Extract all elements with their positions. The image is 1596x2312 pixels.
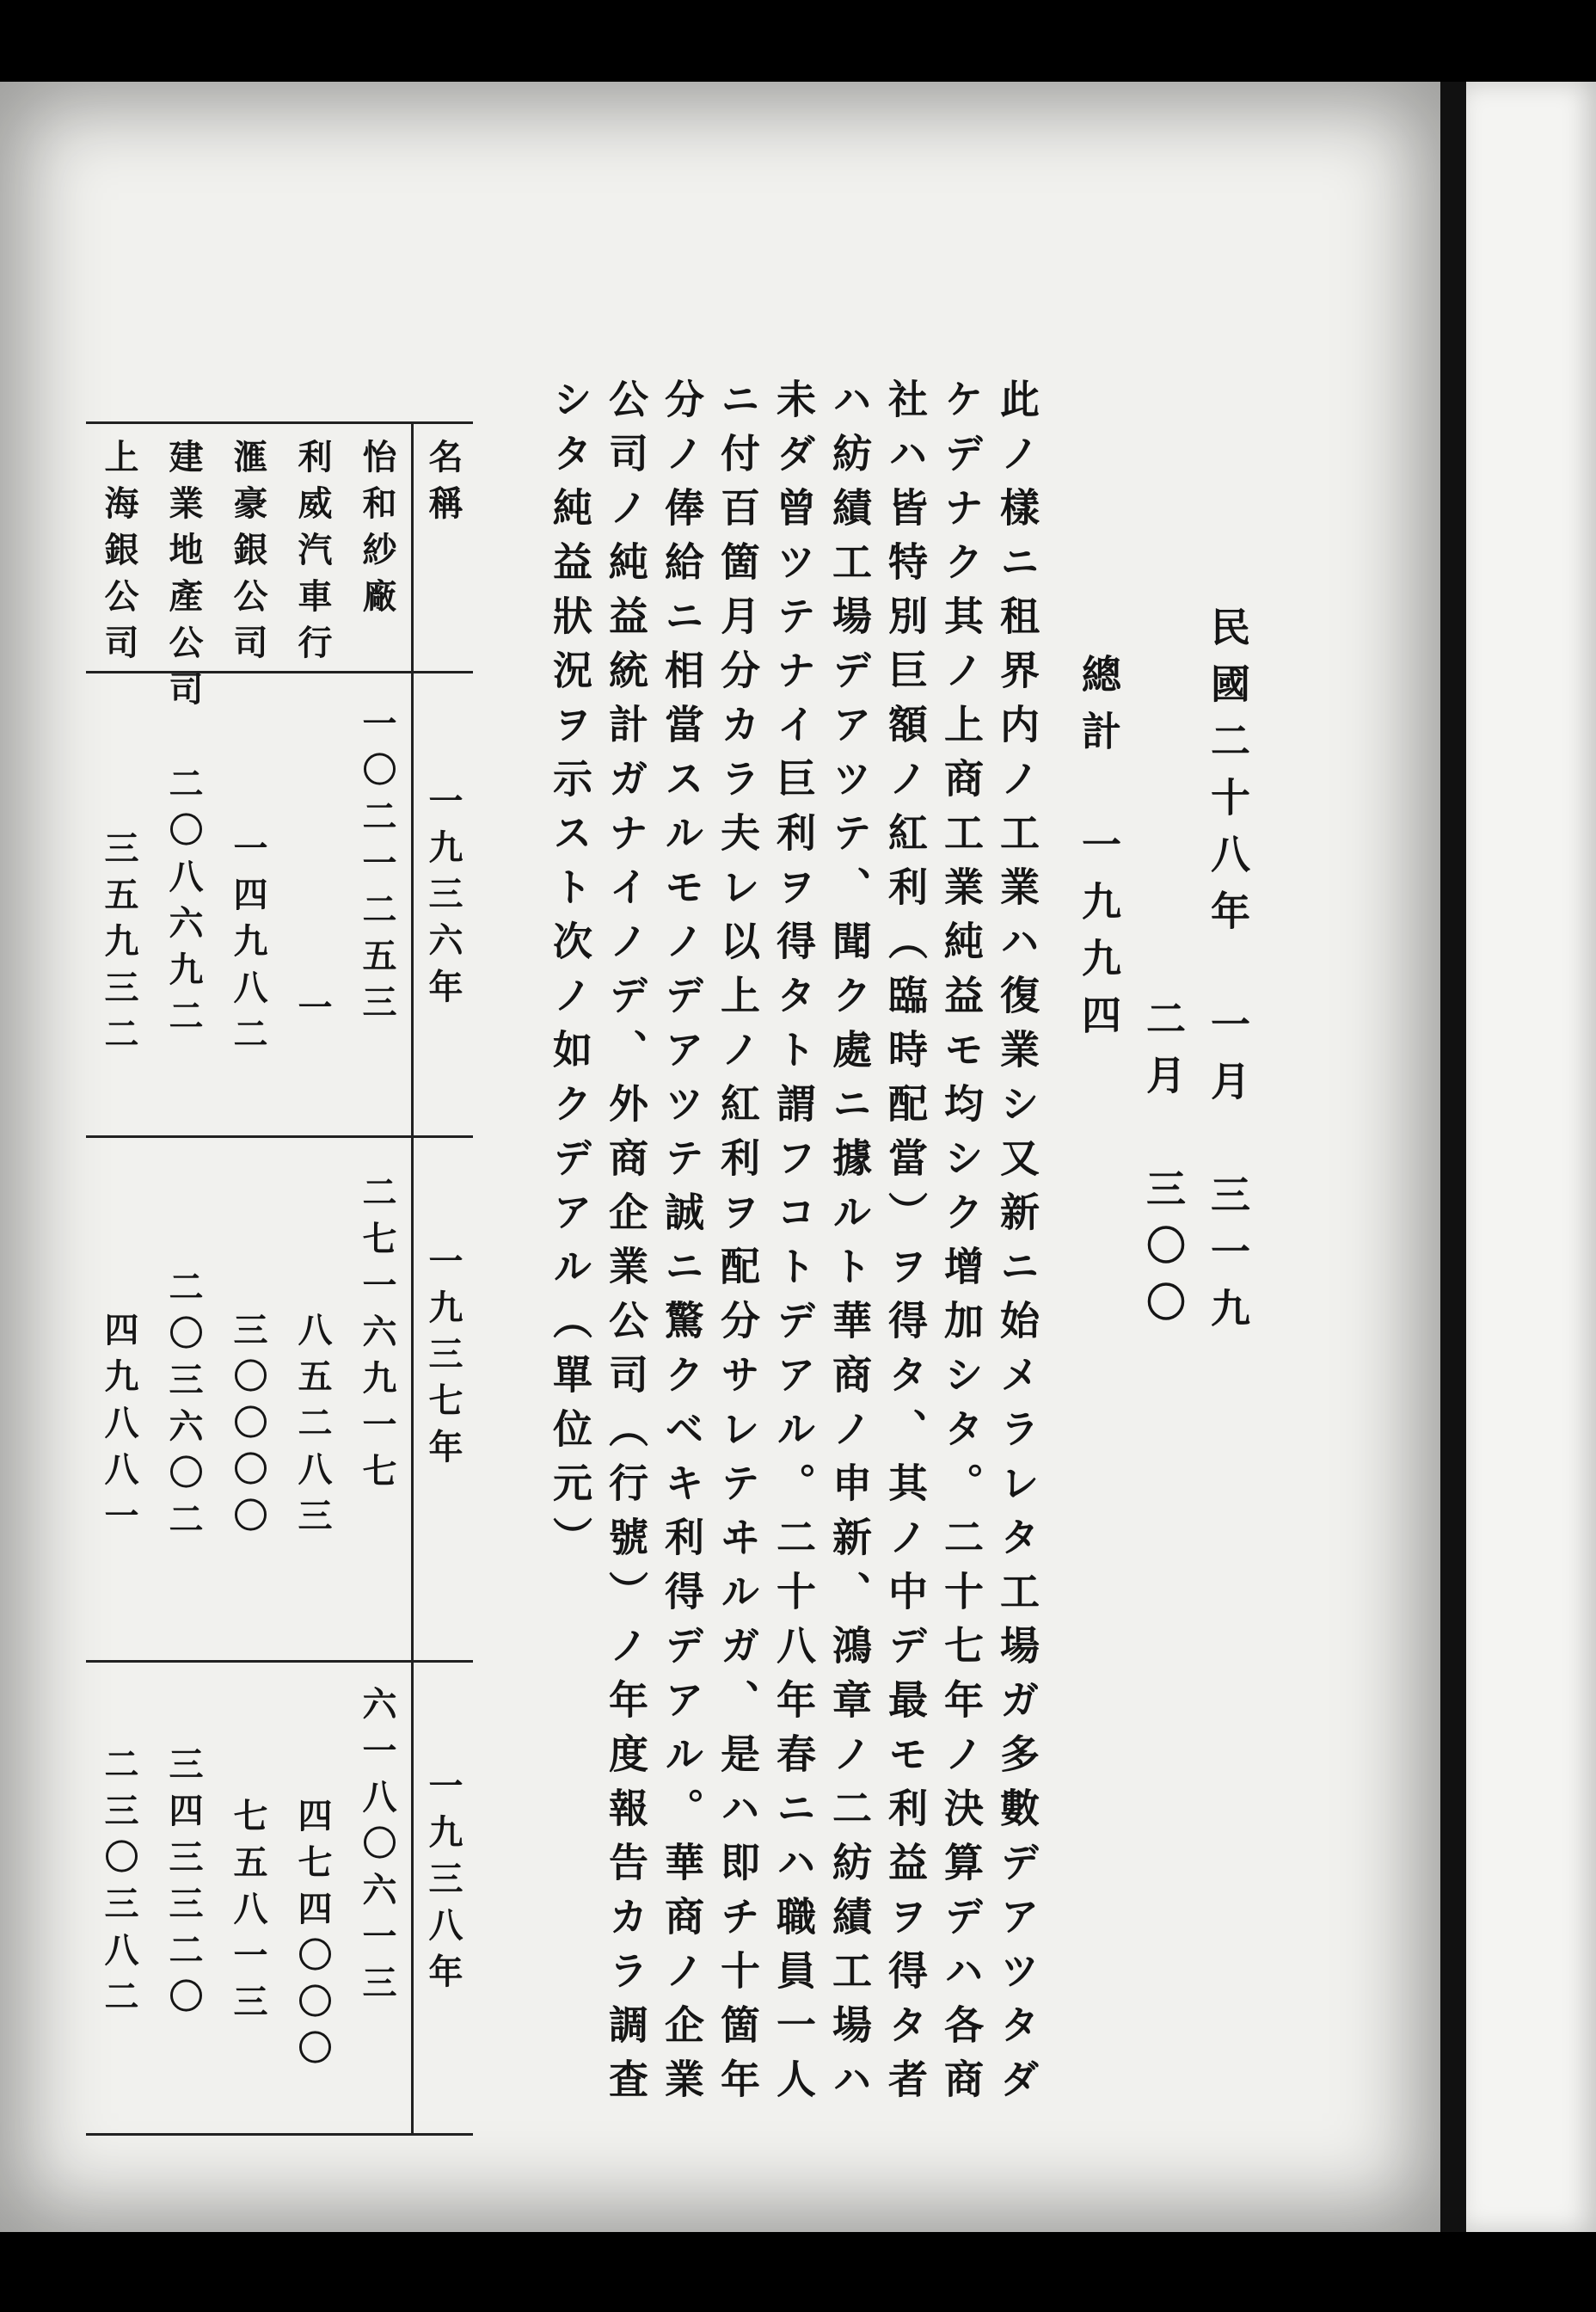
table-row-name: 怡和紗廠 [357, 439, 397, 624]
table-cell-1936: 三五九三二 [99, 830, 139, 1062]
table-row-name: 上海銀公司 [99, 439, 139, 671]
facing-page-edge [1466, 82, 1596, 2232]
table-label-divider [411, 421, 414, 2136]
profit-table [86, 421, 473, 2142]
body-column-3: 社ハ皆特別巨額ノ紅利（臨時配當）ヲ得タ、其ノ中デ最モ利益ヲ得タ者 [882, 378, 929, 2112]
body-column-9: シタ純益狀況ヲ示スト次ノ如クデアル（單位元） [547, 378, 593, 1571]
body-column-2: ケデナク其ノ上商工業純益モ均シク增加シタ。二十七年ノ決算デハ各商 [938, 378, 985, 2112]
table-header-1937: 一九三七年 [423, 1243, 463, 1475]
table-header-1938: 一九三八年 [423, 1768, 463, 2000]
date-line-february: 二月 三〇〇 [1140, 998, 1187, 1338]
table-header-rule [86, 671, 473, 673]
table-cell-1936: 二〇八六九二 [163, 766, 204, 1044]
table-cell-1936: 一〇二一二五三 [357, 705, 397, 1030]
table-cell-1936: 一 [292, 989, 333, 1036]
table-cell-1938: 二三〇三八二 [99, 1746, 139, 2025]
table-cell-1938: 三四三三二〇 [163, 1746, 204, 2025]
table-row-name: 利威汽車行 [292, 439, 333, 671]
table-row-name: 滙豪銀公司 [228, 439, 268, 671]
body-column-5: 未ダ曾ツテナイ巨利ヲ得タト謂フコトデアル。二十八年春ニハ職員一人 [770, 378, 817, 2112]
book-binding [1440, 82, 1466, 2232]
table-row-rule-1937 [86, 1135, 473, 1138]
body-column-8: 公司ノ純益統計ガナイノデ、外商企業公司（行號）ノ年度報告カラ調査 [603, 378, 649, 2112]
body-column-1: 此ノ樣ニ租界内ノ工業ハ復業シ又新ニ始メラレタ工場ガ多數デアツタダ [994, 378, 1040, 2112]
table-header-1936: 一九三六年 [423, 783, 463, 1015]
body-column-7: 分ノ俸給ニ相當スルモノデアツテ誠ニ驚クベキ利得デアル。華商ノ企業 [659, 378, 705, 2112]
table-top-rule [86, 421, 473, 424]
table-cell-1937: 八五二八三 [292, 1312, 333, 1544]
date-line-january: 民國二十八年 一月 三一九 [1205, 606, 1251, 1344]
table-bottom-rule [86, 2133, 473, 2136]
table-cell-1938: 四七四〇〇〇 [292, 1798, 333, 2076]
table-cell-1936: 一四九八二 [228, 830, 268, 1062]
total-line: 總計 一九九四 [1076, 654, 1122, 1051]
table-header-name: 名稱 [423, 439, 463, 532]
table-row-name: 建業地產公司 [163, 439, 204, 717]
table-cell-1937: 二七一六九一七 [357, 1174, 397, 1499]
body-column-4: ハ紡績工場デアツテ、聞ク處ニ據ルト華商ノ申新、鴻章ノ二紡績工場ハ [826, 378, 873, 2112]
body-column-6: ニ付百箇月分カラ夫レ以上ノ紅利ヲ配分サレテヰルガ、是ハ即チ十箇年 [715, 378, 761, 2112]
table-cell-1937: 三〇〇〇〇 [228, 1312, 268, 1544]
table-row-rule-1938 [86, 1660, 473, 1663]
table-cell-1937: 四九八八一 [99, 1312, 139, 1544]
table-cell-1938: 七五八一三 [228, 1798, 268, 2030]
table-cell-1938: 六一八〇六一三 [357, 1686, 397, 2011]
table-cell-1937: 二〇三六〇二 [163, 1269, 204, 1547]
